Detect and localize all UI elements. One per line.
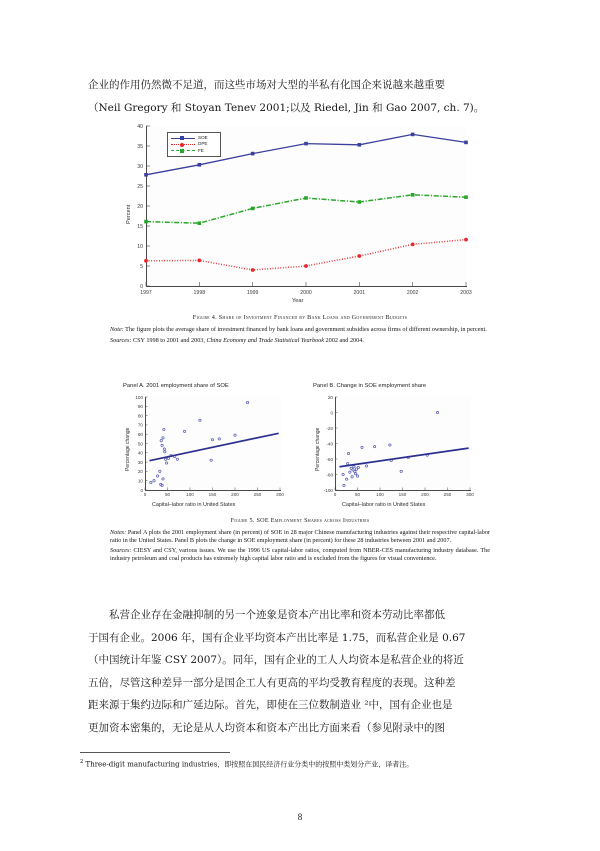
svg-text:2002: 2002 (406, 290, 419, 296)
svg-text:50: 50 (137, 441, 143, 447)
svg-text:10: 10 (137, 478, 143, 484)
figure-5-svg (105, 383, 495, 515)
svg-text:1998: 1998 (193, 290, 206, 296)
svg-text:250: 250 (253, 492, 262, 497)
svg-text:-60: -60 (326, 456, 333, 462)
svg-text:-100: -100 (323, 487, 333, 493)
svg-text:20: 20 (327, 394, 333, 400)
figure-5-notes-text: Panel A plots the 2001 employment share (in percent) of SOE in 28 major Chinese manufacturing industries against their respective capital-labor ratio in the United States. Panel B plots the change in SOE employment share (in percent) for these 28 industries between 2001 and 2007. (110, 529, 490, 544)
svg-text:5: 5 (140, 264, 143, 270)
figure-4-y-axis-label: Percent (126, 204, 132, 224)
svg-text:100: 100 (135, 394, 143, 400)
svg-text:2003: 2003 (460, 290, 472, 296)
figure-4-sources-text-a: CSY 1998 to 2001 and 2003, (131, 336, 207, 344)
figure-5-panel-b-y-label: Percentage change (315, 427, 321, 471)
legend-symbol-fe (171, 148, 195, 153)
svg-text:-20: -20 (326, 425, 333, 431)
figure-5-panel-a-y-label: Percentage change (125, 427, 131, 471)
legend-label-soe: SOE (198, 135, 208, 140)
figure-5-panel-a-title: Panel A. 2001 employment share of SOE (123, 383, 229, 389)
svg-text:50: 50 (164, 492, 171, 497)
svg-text:0: 0 (333, 492, 337, 497)
svg-text:300: 300 (466, 492, 474, 497)
svg-text:50: 50 (354, 492, 361, 497)
svg-text:1999: 1999 (246, 290, 259, 296)
legend-label-dpe: DPE (198, 141, 208, 147)
paragraph-line: 企业的作用仍然微不足道，而这些市场对大型的半私有化国企来说越来越重要 (88, 79, 445, 91)
legend-label-fe: FE (198, 147, 204, 153)
svg-text:-80: -80 (326, 472, 333, 478)
svg-text:30: 30 (137, 459, 143, 465)
footnote (80, 757, 520, 770)
figure-4-legend (167, 132, 221, 157)
figure-4-note (110, 326, 490, 334)
figure-5-title: Figure 5. SOE Employment Shares across Industries (230, 517, 370, 524)
svg-text:80: 80 (137, 413, 143, 419)
svg-text:300: 300 (276, 492, 284, 497)
svg-text:200: 200 (421, 492, 429, 497)
svg-text:20: 20 (137, 204, 143, 210)
figure-5 (105, 383, 495, 562)
svg-text:10: 10 (137, 244, 143, 250)
svg-text:35: 35 (137, 144, 143, 150)
figure-5-notes (110, 529, 490, 544)
svg-text:40: 40 (137, 450, 143, 456)
figure-4-chart (112, 120, 484, 308)
figure-5-sources-label: Sources: (110, 547, 132, 555)
svg-text:1997: 1997 (140, 290, 152, 296)
paragraph-line: 于国有企业。2006 年，国有企业平均资本产出比率是 1.75，而私营企业是 0.67 (88, 631, 466, 644)
figure-4-title: Figure 4. Share of Investment Financed by Bank Loans and Government Budgets (192, 314, 408, 321)
svg-text:150: 150 (398, 492, 407, 497)
legend-symbol-soe (171, 136, 195, 141)
figure-4-sources-text-b: 2002 and 2004. (324, 336, 364, 344)
footnote-separator (80, 752, 230, 753)
figure-4 (110, 120, 490, 344)
svg-text:25: 25 (137, 184, 143, 190)
figure-4-sources-italic: China Economy and Trade Statistical Yearbook (206, 336, 324, 344)
paragraph-line: （Neil Gregory 和 Stoyan Tenev 2001;以及 Riedel, Jin 和 Gao 2007, ch. 7)。 (88, 101, 485, 114)
figure-4-note-label: Note: (110, 326, 124, 333)
footnote-text: Three-digit manufacturing industries，即按照在国民经济行业分类中的按照中类划分产业，译者注。 (83, 760, 414, 769)
svg-text:150: 150 (208, 492, 217, 497)
svg-text:15: 15 (137, 224, 143, 230)
figure-5-panel-b-title: Panel B. Change in SOE employment share (313, 383, 427, 389)
paragraph-line: 五倍，尽管这种差异一部分是国企工人有更高的平均受教育程度的表现。这种差 (88, 676, 456, 689)
svg-text:100: 100 (376, 492, 384, 497)
figure-5-notes-label: Notes: (110, 529, 127, 536)
svg-text:-40: -40 (326, 441, 333, 447)
figure-4-x-axis-label: Year (292, 298, 304, 304)
svg-text:20: 20 (137, 469, 143, 475)
figure-5-sources (110, 547, 490, 562)
svg-text:60: 60 (137, 432, 143, 437)
svg-text:100: 100 (186, 492, 194, 497)
svg-text:2000: 2000 (300, 290, 312, 296)
svg-text:40: 40 (137, 124, 143, 130)
svg-text:0: 0 (143, 492, 147, 497)
svg-text:0: 0 (140, 487, 143, 493)
paragraph-line: 距来源于集约边际和广延边际。首先，即使在三位数制造业 ²中，国有企业也是 (88, 699, 453, 711)
figure-4-sources-label: Sources: (110, 336, 132, 344)
page-number: 8 (297, 812, 303, 822)
svg-text:0: 0 (140, 284, 143, 290)
svg-text:2001: 2001 (353, 290, 366, 296)
figure-5-panel-a-x-label: Capital–labor ratio in United States (152, 502, 236, 508)
legend-item-fe (171, 148, 217, 154)
svg-text:70: 70 (137, 422, 143, 428)
paragraph-line: （中国统计年鉴 CSY 2007）。同年，国有企业的工人人均资本是私营企业的将近 (88, 654, 464, 666)
svg-text:250: 250 (443, 492, 452, 497)
svg-text:200: 200 (231, 492, 239, 497)
figure-5-panel-b-x-label: Capital–labor ratio in United States (342, 502, 426, 508)
legend-symbol-dpe (171, 142, 195, 147)
footnote-marker: 2 (80, 759, 84, 765)
body-paragraph-top (88, 74, 512, 119)
paragraph-line: 更加资本密集的，无论是从人均资本和资本产出比方面来看（参见附录中的图 (88, 721, 445, 734)
svg-text:90: 90 (137, 404, 143, 410)
svg-text:0: 0 (330, 410, 333, 416)
figure-4-sources (110, 337, 490, 345)
paragraph-line: 私营企业存在金融抑制的另一个迹象是资本产出比率和资本劳动比率都低 (88, 609, 445, 621)
svg-text:30: 30 (137, 164, 143, 170)
body-paragraph-bottom (88, 604, 512, 739)
figure-4-note-text: The figure plots the average share of investment financed by bank loans and government subsidies across firms of different ownership, in percent. (123, 326, 487, 333)
figure-5-panels (105, 383, 495, 515)
figure-5-sources-text: CIESY and CSY, various issues. We use the 1996 US capital-labor ratios, computed from NBER-CES manufacturing industry database. The industry petroleum and coal products has extremely high capital labor ratio and is excluded from the figures for visual convenience. (110, 547, 490, 562)
